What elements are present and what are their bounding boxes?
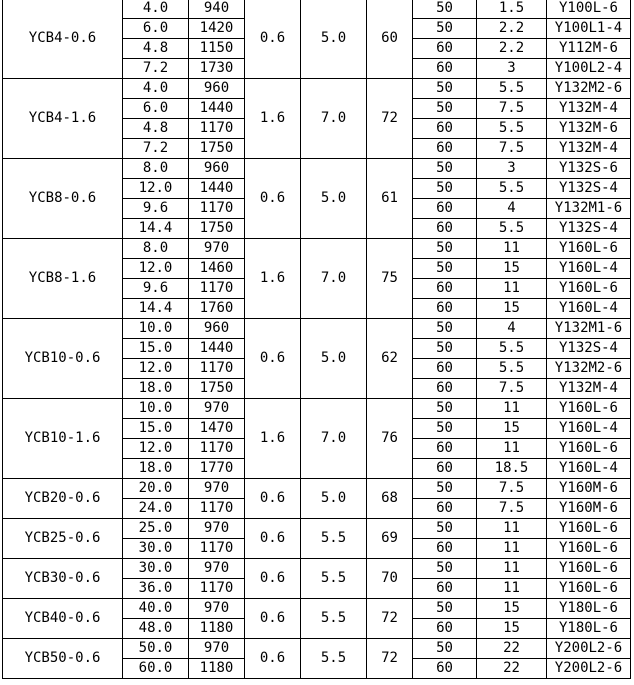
flow-cell: 10.0 xyxy=(123,399,189,419)
model-cell: YCB4-0.6 xyxy=(3,0,123,79)
power-cell: 15 xyxy=(477,599,547,619)
motor-model-cell: Y160L-6 xyxy=(547,439,631,459)
frequency-cell: 60 xyxy=(413,299,477,319)
rpm-cell: 1470 xyxy=(189,419,245,439)
motor-model-cell: Y160M-6 xyxy=(547,499,631,519)
power-cell: 11 xyxy=(477,539,547,559)
model-cell: YCB50-0.6 xyxy=(3,639,123,679)
rpm-cell: 1750 xyxy=(189,139,245,159)
rpm-cell: 940 xyxy=(189,0,245,19)
rpm-cell: 1440 xyxy=(189,179,245,199)
frequency-cell: 50 xyxy=(413,339,477,359)
pressure-cell: 0.6 xyxy=(245,559,301,599)
rpm-cell: 1750 xyxy=(189,219,245,239)
pressure-cell: 0.6 xyxy=(245,159,301,239)
motor-model-cell: Y160M-6 xyxy=(547,479,631,499)
rpm-cell: 1170 xyxy=(189,199,245,219)
power-cell: 7.5 xyxy=(477,499,547,519)
table-row xyxy=(3,159,631,179)
rpm-cell: 1150 xyxy=(189,39,245,59)
power-cell: 5.5 xyxy=(477,339,547,359)
model-cell: YCB8-1.6 xyxy=(3,239,123,319)
frequency-cell: 50 xyxy=(413,0,477,19)
pressure-cell: 0.6 xyxy=(245,479,301,519)
frequency-cell: 50 xyxy=(413,79,477,99)
power-cell: 11 xyxy=(477,439,547,459)
rpm-cell: 1440 xyxy=(189,99,245,119)
pressure-cell: 0.6 xyxy=(245,319,301,399)
efficiency-cell: 76 xyxy=(367,399,413,479)
frequency-cell: 60 xyxy=(413,439,477,459)
flow-cell: 36.0 xyxy=(123,579,189,599)
suction-cell: 5.0 xyxy=(301,479,367,519)
flow-cell: 6.0 xyxy=(123,99,189,119)
model-cell: YCB10-1.6 xyxy=(3,399,123,479)
motor-model-cell: Y112M-6 xyxy=(547,39,631,59)
flow-cell: 4.8 xyxy=(123,119,189,139)
flow-cell: 14.4 xyxy=(123,299,189,319)
power-cell: 11 xyxy=(477,239,547,259)
flow-cell: 4.0 xyxy=(123,79,189,99)
flow-cell: 60.0 xyxy=(123,659,189,679)
efficiency-cell: 70 xyxy=(367,559,413,599)
motor-model-cell: Y132S-4 xyxy=(547,339,631,359)
rpm-cell: 1180 xyxy=(189,619,245,639)
pressure-cell: 1.6 xyxy=(245,399,301,479)
frequency-cell: 60 xyxy=(413,59,477,79)
rpm-cell: 1750 xyxy=(189,379,245,399)
rpm-cell: 960 xyxy=(189,79,245,99)
power-cell: 11 xyxy=(477,559,547,579)
pressure-cell: 0.6 xyxy=(245,599,301,639)
power-cell: 7.5 xyxy=(477,479,547,499)
power-cell: 5.5 xyxy=(477,179,547,199)
flow-cell: 7.2 xyxy=(123,139,189,159)
frequency-cell: 60 xyxy=(413,379,477,399)
flow-cell: 4.0 xyxy=(123,0,189,19)
flow-cell: 48.0 xyxy=(123,619,189,639)
flow-cell: 9.6 xyxy=(123,199,189,219)
rpm-cell: 970 xyxy=(189,399,245,419)
frequency-cell: 60 xyxy=(413,199,477,219)
rpm-cell: 970 xyxy=(189,239,245,259)
motor-model-cell: Y200L2-6 xyxy=(547,659,631,679)
flow-cell: 9.6 xyxy=(123,279,189,299)
rpm-cell: 960 xyxy=(189,319,245,339)
table-row xyxy=(3,559,631,579)
model-cell: YCB4-1.6 xyxy=(3,79,123,159)
rpm-cell: 970 xyxy=(189,599,245,619)
power-cell: 1.5 xyxy=(477,0,547,19)
motor-model-cell: Y160L-6 xyxy=(547,399,631,419)
efficiency-cell: 61 xyxy=(367,159,413,239)
flow-cell: 10.0 xyxy=(123,319,189,339)
flow-cell: 7.2 xyxy=(123,59,189,79)
power-cell: 5.5 xyxy=(477,219,547,239)
motor-model-cell: Y160L-6 xyxy=(547,239,631,259)
power-cell: 5.5 xyxy=(477,79,547,99)
efficiency-cell: 75 xyxy=(367,239,413,319)
frequency-cell: 60 xyxy=(413,119,477,139)
flow-cell: 40.0 xyxy=(123,599,189,619)
power-cell: 2.2 xyxy=(477,39,547,59)
motor-model-cell: Y132S-4 xyxy=(547,179,631,199)
table-row xyxy=(3,79,631,99)
frequency-cell: 50 xyxy=(413,179,477,199)
suction-cell: 7.0 xyxy=(301,239,367,319)
motor-model-cell: Y160L-6 xyxy=(547,279,631,299)
rpm-cell: 1170 xyxy=(189,359,245,379)
table-row xyxy=(3,519,631,539)
efficiency-cell: 72 xyxy=(367,599,413,639)
power-cell: 3 xyxy=(477,159,547,179)
frequency-cell: 60 xyxy=(413,139,477,159)
frequency-cell: 60 xyxy=(413,619,477,639)
power-cell: 18.5 xyxy=(477,459,547,479)
flow-cell: 12.0 xyxy=(123,439,189,459)
model-cell: YCB20-0.6 xyxy=(3,479,123,519)
rpm-cell: 1760 xyxy=(189,299,245,319)
pump-spec-table xyxy=(2,0,631,679)
power-cell: 11 xyxy=(477,399,547,419)
efficiency-cell: 69 xyxy=(367,519,413,559)
suction-cell: 5.0 xyxy=(301,319,367,399)
frequency-cell: 60 xyxy=(413,39,477,59)
table-body xyxy=(3,0,631,679)
pressure-cell: 1.6 xyxy=(245,239,301,319)
flow-cell: 12.0 xyxy=(123,179,189,199)
flow-cell: 8.0 xyxy=(123,239,189,259)
rpm-cell: 1170 xyxy=(189,439,245,459)
motor-model-cell: Y132M2-6 xyxy=(547,359,631,379)
model-cell: YCB10-0.6 xyxy=(3,319,123,399)
flow-cell: 18.0 xyxy=(123,379,189,399)
frequency-cell: 60 xyxy=(413,659,477,679)
power-cell: 11 xyxy=(477,279,547,299)
power-cell: 4 xyxy=(477,199,547,219)
flow-cell: 14.4 xyxy=(123,219,189,239)
flow-cell: 15.0 xyxy=(123,419,189,439)
rpm-cell: 1180 xyxy=(189,659,245,679)
motor-model-cell: Y160L-6 xyxy=(547,579,631,599)
suction-cell: 5.5 xyxy=(301,559,367,599)
motor-model-cell: Y160L-4 xyxy=(547,299,631,319)
frequency-cell: 60 xyxy=(413,219,477,239)
frequency-cell: 50 xyxy=(413,399,477,419)
motor-model-cell: Y160L-6 xyxy=(547,519,631,539)
model-cell: YCB40-0.6 xyxy=(3,599,123,639)
frequency-cell: 60 xyxy=(413,539,477,559)
frequency-cell: 60 xyxy=(413,499,477,519)
efficiency-cell: 72 xyxy=(367,639,413,679)
table-row xyxy=(3,639,631,659)
efficiency-cell: 62 xyxy=(367,319,413,399)
power-cell: 5.5 xyxy=(477,359,547,379)
frequency-cell: 50 xyxy=(413,599,477,619)
rpm-cell: 1170 xyxy=(189,499,245,519)
flow-cell: 12.0 xyxy=(123,259,189,279)
table-row xyxy=(3,479,631,499)
flow-cell: 30.0 xyxy=(123,559,189,579)
power-cell: 4 xyxy=(477,319,547,339)
suction-cell: 5.0 xyxy=(301,159,367,239)
model-cell: YCB8-0.6 xyxy=(3,159,123,239)
pressure-cell: 0.6 xyxy=(245,0,301,79)
rpm-cell: 1170 xyxy=(189,279,245,299)
frequency-cell: 50 xyxy=(413,239,477,259)
power-cell: 11 xyxy=(477,579,547,599)
flow-cell: 25.0 xyxy=(123,519,189,539)
table-row xyxy=(3,599,631,619)
rpm-cell: 970 xyxy=(189,479,245,499)
frequency-cell: 50 xyxy=(413,639,477,659)
suction-cell: 5.0 xyxy=(301,0,367,79)
motor-model-cell: Y160L-4 xyxy=(547,419,631,439)
suction-cell: 7.0 xyxy=(301,399,367,479)
frequency-cell: 50 xyxy=(413,99,477,119)
rpm-cell: 1770 xyxy=(189,459,245,479)
motor-model-cell: Y132S-6 xyxy=(547,159,631,179)
flow-cell: 30.0 xyxy=(123,539,189,559)
flow-cell: 20.0 xyxy=(123,479,189,499)
suction-cell: 5.5 xyxy=(301,519,367,559)
frequency-cell: 50 xyxy=(413,319,477,339)
power-cell: 3 xyxy=(477,59,547,79)
motor-model-cell: Y100L-6 xyxy=(547,0,631,19)
rpm-cell: 1440 xyxy=(189,339,245,359)
flow-cell: 6.0 xyxy=(123,19,189,39)
frequency-cell: 50 xyxy=(413,419,477,439)
power-cell: 7.5 xyxy=(477,99,547,119)
motor-model-cell: Y132M2-6 xyxy=(547,79,631,99)
motor-model-cell: Y100L2-4 xyxy=(547,59,631,79)
power-cell: 11 xyxy=(477,519,547,539)
table-row xyxy=(3,0,631,19)
frequency-cell: 50 xyxy=(413,259,477,279)
rpm-cell: 1170 xyxy=(189,539,245,559)
frequency-cell: 60 xyxy=(413,459,477,479)
motor-model-cell: Y132S-4 xyxy=(547,219,631,239)
motor-model-cell: Y160L-4 xyxy=(547,259,631,279)
power-cell: 15 xyxy=(477,299,547,319)
flow-cell: 4.8 xyxy=(123,39,189,59)
motor-model-cell: Y180L-6 xyxy=(547,619,631,639)
efficiency-cell: 60 xyxy=(367,0,413,79)
rpm-cell: 970 xyxy=(189,639,245,659)
frequency-cell: 50 xyxy=(413,159,477,179)
frequency-cell: 50 xyxy=(413,19,477,39)
power-cell: 7.5 xyxy=(477,139,547,159)
suction-cell: 5.5 xyxy=(301,599,367,639)
motor-model-cell: Y132M1-6 xyxy=(547,319,631,339)
frequency-cell: 50 xyxy=(413,559,477,579)
power-cell: 22 xyxy=(477,659,547,679)
flow-cell: 50.0 xyxy=(123,639,189,659)
motor-model-cell: Y160L-6 xyxy=(547,559,631,579)
motor-model-cell: Y132M-4 xyxy=(547,99,631,119)
table-row xyxy=(3,319,631,339)
model-cell: YCB25-0.6 xyxy=(3,519,123,559)
table-row xyxy=(3,239,631,259)
rpm-cell: 970 xyxy=(189,559,245,579)
suction-cell: 7.0 xyxy=(301,79,367,159)
rpm-cell: 1170 xyxy=(189,119,245,139)
frequency-cell: 60 xyxy=(413,279,477,299)
motor-model-cell: Y132M1-6 xyxy=(547,199,631,219)
motor-model-cell: Y160L-6 xyxy=(547,539,631,559)
rpm-cell: 970 xyxy=(189,519,245,539)
table-row xyxy=(3,399,631,419)
motor-model-cell: Y160L-4 xyxy=(547,459,631,479)
pressure-cell: 0.6 xyxy=(245,639,301,679)
model-cell: YCB30-0.6 xyxy=(3,559,123,599)
efficiency-cell: 72 xyxy=(367,79,413,159)
frequency-cell: 50 xyxy=(413,479,477,499)
motor-model-cell: Y132M-4 xyxy=(547,379,631,399)
rpm-cell: 1420 xyxy=(189,19,245,39)
power-cell: 7.5 xyxy=(477,379,547,399)
efficiency-cell: 68 xyxy=(367,479,413,519)
motor-model-cell: Y200L2-6 xyxy=(547,639,631,659)
pressure-cell: 0.6 xyxy=(245,519,301,559)
motor-model-cell: Y132M-4 xyxy=(547,139,631,159)
rpm-cell: 960 xyxy=(189,159,245,179)
flow-cell: 15.0 xyxy=(123,339,189,359)
power-cell: 15 xyxy=(477,419,547,439)
flow-cell: 8.0 xyxy=(123,159,189,179)
power-cell: 22 xyxy=(477,639,547,659)
frequency-cell: 50 xyxy=(413,519,477,539)
rpm-cell: 1730 xyxy=(189,59,245,79)
power-cell: 2.2 xyxy=(477,19,547,39)
flow-cell: 12.0 xyxy=(123,359,189,379)
motor-model-cell: Y180L-6 xyxy=(547,599,631,619)
motor-model-cell: Y132M-6 xyxy=(547,119,631,139)
rpm-cell: 1460 xyxy=(189,259,245,279)
flow-cell: 24.0 xyxy=(123,499,189,519)
frequency-cell: 60 xyxy=(413,359,477,379)
rpm-cell: 1170 xyxy=(189,579,245,599)
flow-cell: 18.0 xyxy=(123,459,189,479)
suction-cell: 5.5 xyxy=(301,639,367,679)
power-cell: 15 xyxy=(477,259,547,279)
pressure-cell: 1.6 xyxy=(245,79,301,159)
power-cell: 5.5 xyxy=(477,119,547,139)
frequency-cell: 60 xyxy=(413,579,477,599)
power-cell: 15 xyxy=(477,619,547,639)
motor-model-cell: Y100L1-4 xyxy=(547,19,631,39)
